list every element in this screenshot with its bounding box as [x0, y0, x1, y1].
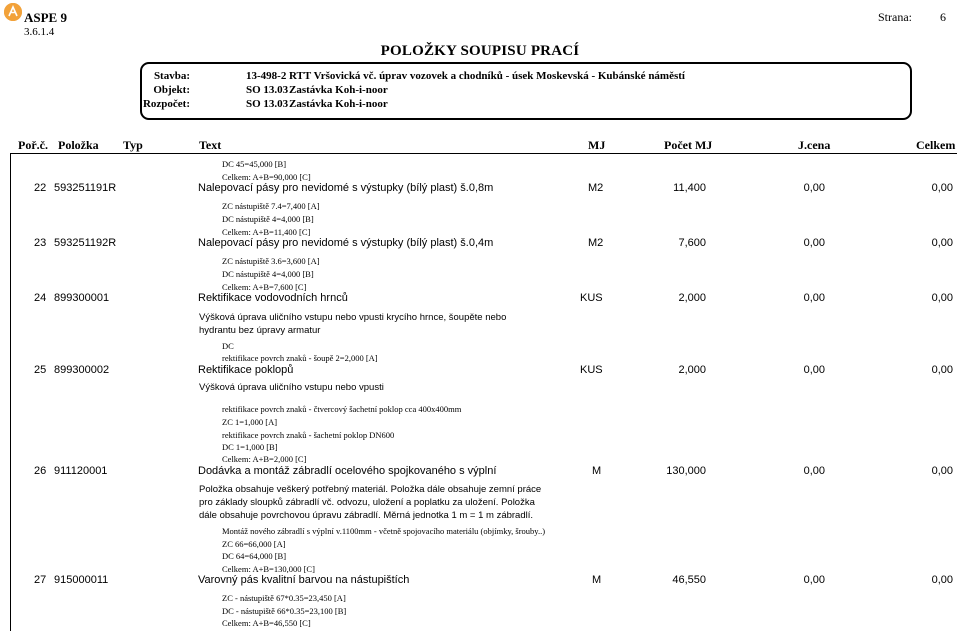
item-note: ZC nástupiště 7.4=7,400 [A]	[222, 201, 320, 211]
aspe-logo	[4, 3, 22, 21]
item-note: Celkem: A+B=2,000 [C]	[222, 454, 307, 464]
item-note: DC - nástupiště 66*0.35=23,100 [B]	[222, 606, 347, 616]
item-mj: KUS	[580, 292, 603, 304]
app-version: 3.6.1.4	[24, 26, 55, 38]
rozpocet-name: Zastávka Koh-i-noor	[289, 98, 388, 110]
rozpocet-label: Rozpočet:	[142, 98, 190, 110]
item-text: Nalepovací pásy pro nevidomé s výstupky (bílý plast) š.0,4m	[198, 237, 494, 249]
item-total: 0,00	[931, 364, 953, 376]
item-description: hydrantu bez úpravy armatur	[199, 325, 321, 336]
item-mj: M2	[588, 237, 604, 249]
item-number: 23	[34, 237, 47, 249]
col-header-celkem: Celkem	[916, 138, 956, 152]
item-code: 911120001	[54, 465, 108, 477]
col-header-typ: Typ	[123, 138, 143, 152]
item-number: 25	[34, 364, 47, 376]
col-header-cena: J.cena	[798, 138, 831, 152]
item-note: rektifikace povrch znaků - šoupě 2=2,000 [A]	[222, 353, 378, 363]
rozpocet-code: SO 13.03	[246, 98, 289, 110]
stavba-code: 13-498-2	[246, 70, 287, 82]
item-text: Rektifikace vodovodních hrnců	[198, 292, 348, 304]
stavba-name: RTT Vršovická vč. úprav vozovek a chodníků - úsek Moskevská - Kubánské náměstí	[289, 70, 685, 82]
item-description: Výšková úprava uličního vstupu nebo vpusti krycího hrnce, šoupěte nebo	[199, 312, 507, 323]
item-note: DC nástupiště 4=4,000 [B]	[222, 269, 314, 279]
item-code: 899300002	[54, 364, 110, 376]
item-unit-price: 0,00	[803, 574, 825, 586]
item-note: DC	[222, 341, 234, 351]
pre-note: Celkem: A+B=90,000 [C]	[222, 172, 311, 182]
item-mj: M2	[588, 182, 604, 194]
item-total: 0,00	[931, 237, 953, 249]
col-header-mj: MJ	[588, 138, 606, 152]
item-note: Celkem: A+B=130,000 [C]	[222, 564, 315, 574]
item-code: 899300001	[54, 292, 110, 304]
pre-note: DC 45=45,000 [B]	[222, 159, 287, 169]
item-quantity: 2,000	[678, 292, 706, 304]
item-description: dále obsahuje povrchovou úpravu zábradlí. Měrná jednotka 1 m = 1 m zábradlí.	[199, 510, 534, 521]
objekt-code: SO 13.03	[246, 84, 289, 96]
header-divider	[10, 153, 957, 154]
app-name: ASPE 9	[24, 10, 67, 25]
item-mj: M	[592, 465, 602, 477]
item-unit-price: 0,00	[803, 364, 825, 376]
item-total: 0,00	[931, 182, 953, 194]
item-code: 915000011	[54, 574, 109, 586]
item-note: DC 1=1,000 [B]	[222, 442, 278, 452]
stavba-label: Stavba:	[153, 70, 190, 82]
item-text: Varovný pás kvalitní barvou na nástupištích	[198, 574, 410, 586]
item-unit-price: 0,00	[803, 465, 825, 477]
col-header-por: Poř.č.	[18, 138, 48, 152]
item-number: 27	[34, 574, 47, 586]
col-header-pocet: Počet MJ	[664, 138, 713, 152]
item-note: DC 64=64,000 [B]	[222, 551, 287, 561]
item-quantity: 2,000	[678, 364, 706, 376]
item-number: 22	[34, 182, 47, 194]
item-number: 24	[34, 292, 47, 304]
item-note: DC nástupiště 4=4,000 [B]	[222, 214, 314, 224]
objekt-label: Objekt:	[153, 84, 190, 96]
col-header-text: Text	[199, 138, 222, 152]
item-number: 26	[34, 465, 47, 477]
item-text: Rektifikace poklopů	[198, 364, 294, 376]
item-text: Nalepovací pásy pro nevidomé s výstupky (bílý plast) š.0,8m	[198, 182, 494, 194]
objekt-name: Zastávka Koh-i-noor	[289, 84, 388, 96]
item-mj: KUS	[580, 364, 603, 376]
item-description: pro základy sloupků zábradlí vč. odvozu, uložení a poplatku za uložení. Položka	[199, 497, 535, 508]
item-note: rektifikace povrch znaků - čtvercový šachetní poklop cca 400x400mm	[222, 404, 462, 414]
item-quantity: 130,000	[666, 465, 706, 477]
item-total: 0,00	[931, 465, 953, 477]
item-code: 593251192R	[54, 237, 117, 249]
item-note: Montáž nového zábradlí s výplní v.1100mm - včetně spojovacího materiálu (objímky, šrouby..)	[222, 526, 546, 536]
item-note: rektifikace povrch znaků - šachetní poklop DN600	[222, 430, 395, 440]
document-title: POLOŽKY SOUPISU PRACÍ	[380, 43, 580, 59]
item-description: Výšková úprava uličního vstupu nebo vpusti	[199, 382, 384, 393]
left-margin-rule	[10, 153, 11, 631]
item-quantity: 7,600	[678, 237, 706, 249]
col-header-polozka: Položka	[58, 138, 99, 152]
item-note: ZC nástupiště 3.6=3,600 [A]	[222, 256, 320, 266]
page-label: Strana:	[878, 10, 912, 24]
item-note: Celkem: A+B=7,600 [C]	[222, 282, 307, 292]
page-number: 6	[940, 10, 946, 24]
item-description: Položka obsahuje veškerý potřebný materiál. Položka dále obsahuje zemní práce	[199, 484, 542, 495]
item-unit-price: 0,00	[803, 182, 825, 194]
item-code: 593251191R	[54, 182, 117, 194]
item-note: ZC 1=1,000 [A]	[222, 417, 278, 427]
item-quantity: 11,400	[673, 182, 706, 194]
item-mj: M	[592, 574, 602, 586]
item-note: Celkem: A+B=46,550 [C]	[222, 618, 311, 628]
item-text: Dodávka a montáž zábradlí ocelového spojkovaného s výplní	[198, 465, 497, 477]
item-note: ZC 66=66,000 [A]	[222, 539, 286, 549]
item-total: 0,00	[931, 574, 953, 586]
item-unit-price: 0,00	[803, 237, 825, 249]
item-total: 0,00	[931, 292, 953, 304]
item-note: Celkem: A+B=11,400 [C]	[222, 227, 311, 237]
item-quantity: 46,550	[672, 574, 706, 586]
item-note: ZC - nástupiště 67*0.35=23,450 [A]	[222, 593, 346, 603]
item-unit-price: 0,00	[803, 292, 825, 304]
